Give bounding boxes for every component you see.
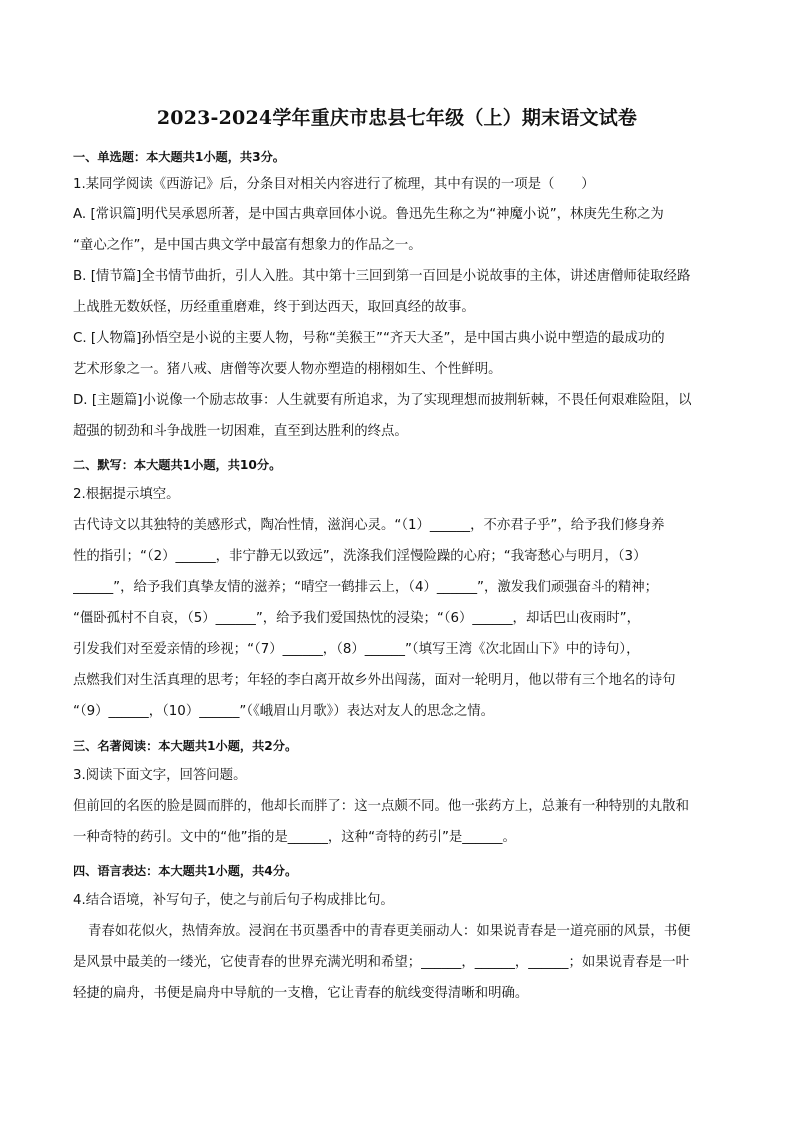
q2-line-4: “僵卧孤村不自哀，（5）______”，给予我们爱国热忱的浸染；“（6）______，却话巴山夜雨时”， [73, 611, 641, 626]
q4-line-1: 青春如花似火，热情奔放。浸润在书页墨香中的青春更美丽动人：如果说青春是一道亮丽的风景，书便 [88, 924, 691, 939]
q3-line-1: 但前回的名医的脸是圆而胖的，他却长而胖了：这一点颇不同。他一张药方上，总兼有一种特别的丸散和 [73, 799, 689, 814]
q2-line-5: 引发我们对至爱亲情的珍视；“（7）______，（8）______”（填写王湾《次北固山下》中的诗句）， [73, 642, 640, 657]
section-heading-3: 三、名著阅读：本大题共1小题，共2分。 [73, 739, 298, 753]
q2-line-3: ______”，给予我们真挚友情的滋养；“晴空一鹤排云上，（4）______”，激发我们顽强奋斗的精神； [73, 580, 659, 595]
q1-option-d-line1: D. [主题篇]小说像一个励志故事：人生就要有所追求，为了实现理想而披荆斩棘，不畏任何艰难险阻，以 [73, 393, 692, 408]
q1-stem: 1.某同学阅读《西游记》后，分条目对相关内容进行了梳理，其中有误的一项是（ ） [73, 177, 595, 192]
q2-stem: 2.根据提示填空。 [73, 487, 180, 502]
q4-stem: 4.结合语境，补写句子，使之与前后句子构成排比句。 [73, 893, 394, 908]
q2-line-2: 性的指引；“（2）______，非宁静无以致远”，洗涤我们淫慢险躁的心府；“我寄愁心与明月，（3） [73, 549, 647, 564]
q1-option-a-line2: “童心之作”，是中国古典文学中最富有想象力的作品之一。 [73, 238, 422, 253]
exam-title: 2023-2024学年重庆市忠县七年级（上）期末语文试卷 [156, 107, 638, 129]
q1-option-b-line1: B. [情节篇]全书情节曲折，引人入胜。其中第十三回到第一百回是小说故事的主体，讲述唐僧师徒取经路 [73, 269, 691, 284]
q1-option-c-line1: C. [人物篇]孙悟空是小说的主要人物，号称“美猴王”“齐天大圣”，是中国古典小说中塑造的最成功的 [73, 331, 665, 346]
q1-option-a-line1: A. [常识篇]明代吴承恩所著，是中国古典章回体小说。鲁迅先生称之为“神魔小说”，林庚先生称之为 [73, 207, 664, 222]
q1-option-c-line2: 艺术形象之一。猪八戒、唐僧等次要人物亦塑造的栩栩如生、个性鲜明。 [73, 362, 502, 377]
q4-line-2: 是风景中最美的一缕光，它使青春的世界充满光明和希望；______，______，______；如果说青春是一叶 [73, 955, 689, 970]
q2-line-7: “（9）______，（10）______”（《峨眉山月歌》）表达对友人的思念之情。 [73, 704, 495, 719]
q1-option-d-line2: 超强的韧劲和斗争战胜一切困难，直至到达胜利的终点。 [73, 424, 408, 439]
q3-stem: 3.阅读下面文字，回答问题。 [73, 768, 247, 783]
q2-line-6: 点燃我们对生活真理的思考；年轻的李白离开故乡外出闯荡，面对一轮明月，他以带有三个地名的诗句 [73, 673, 676, 688]
q2-line-1: 古代诗文以其独特的美感形式，陶冶性情，滋润心灵。“（1）______，不亦君子乎”，给予我们修身养 [73, 518, 665, 533]
q4-line-3: 轻捷的扁舟，书便是扁舟中导航的一支橹，它让青春的航线变得清晰和明确。 [73, 986, 529, 1001]
q3-line-2: 一种奇特的药引。文中的“他”指的是______，这种“奇特的药引”是______。 [73, 830, 516, 845]
section-heading-4: 四、语言表达：本大题共1小题，共4分。 [73, 864, 298, 878]
q1-option-b-line2: 上战胜无数妖怪，历经重重磨难，终于到达西天，取回真经的故事。 [73, 300, 475, 315]
section-heading-1: 一、单选题：本大题共1小题，共3分。 [73, 150, 285, 164]
section-heading-2: 二、默写：本大题共1小题，共10分。 [73, 458, 282, 472]
